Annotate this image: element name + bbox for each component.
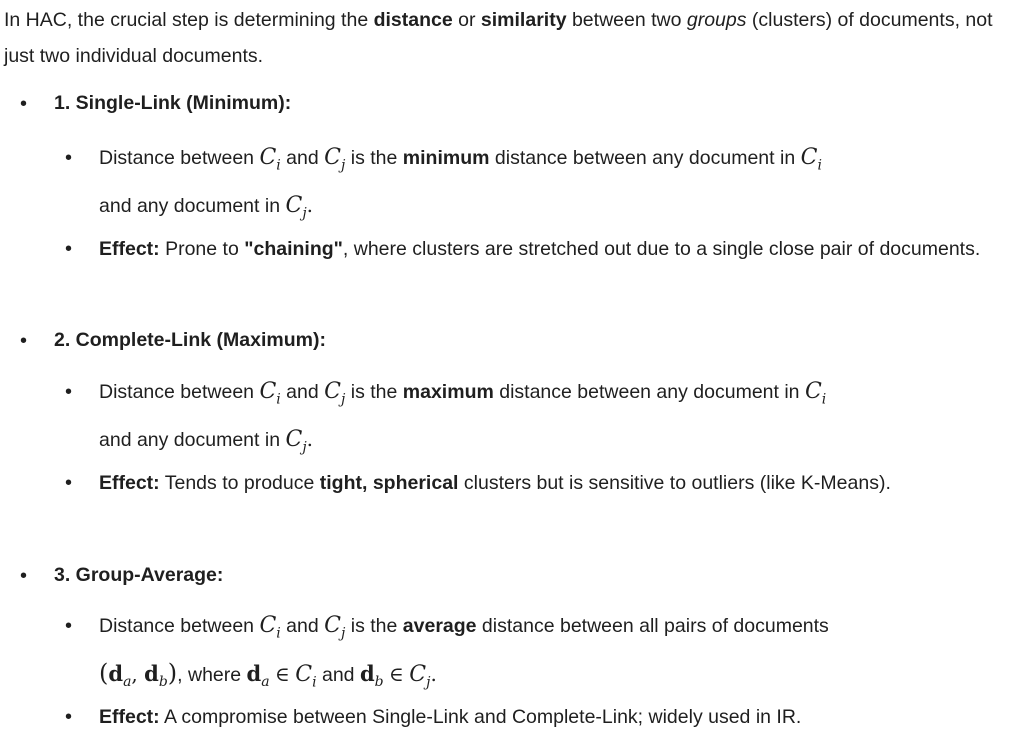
method-heading-group-average bbox=[20, 564, 224, 587]
math-subscript: i bbox=[276, 625, 281, 642]
math-symbol: C bbox=[259, 379, 277, 404]
math-symbol: d bbox=[359, 661, 375, 687]
bullet-icon: • bbox=[20, 330, 28, 352]
text: clusters but is sensitive to outliers (like K-Means). bbox=[458, 472, 891, 494]
math-subscript: b bbox=[158, 674, 168, 691]
text: and any document in bbox=[99, 195, 286, 218]
math-subscript: j bbox=[302, 205, 307, 222]
math-subscript: i bbox=[276, 391, 281, 408]
math-paren: ( bbox=[99, 659, 109, 688]
bullet-icon: • bbox=[65, 147, 73, 169]
distance-term: distance bbox=[373, 9, 453, 31]
math-subscript: a bbox=[261, 674, 270, 691]
text: , where clusters are stretched out due to a single close pair of documents. bbox=[342, 238, 981, 260]
math-symbol: C bbox=[800, 145, 818, 170]
text: distance between any document in bbox=[493, 381, 805, 403]
math-subscript: i bbox=[312, 674, 317, 691]
bullet-icon: • bbox=[20, 93, 28, 115]
math-comma: , bbox=[131, 662, 145, 687]
text: is the bbox=[345, 147, 403, 169]
bullet-icon: • bbox=[65, 615, 73, 637]
method-title: 2. Complete-Link (Maximum): bbox=[54, 329, 326, 351]
math-subscript: j bbox=[426, 674, 431, 691]
text: , where bbox=[177, 664, 247, 687]
text: distance between all pairs of documents bbox=[476, 615, 829, 637]
math-cj bbox=[285, 193, 307, 222]
effect-label: Effect: bbox=[99, 238, 160, 260]
math-subscript: a bbox=[123, 674, 132, 691]
text: Distance between bbox=[99, 381, 260, 403]
math-subscript: i bbox=[817, 157, 822, 174]
minimum-term: minimum bbox=[402, 147, 490, 169]
text: Tends to produce bbox=[159, 472, 320, 494]
similarity-term: similarity bbox=[480, 9, 567, 31]
group-average-effect bbox=[65, 697, 1019, 737]
math-symbol: C bbox=[259, 145, 277, 170]
math-cj bbox=[324, 613, 346, 642]
text: and bbox=[280, 615, 325, 637]
math-subscript: j bbox=[340, 625, 346, 642]
math-subscript: j bbox=[340, 157, 346, 174]
math-subscript: i bbox=[821, 391, 827, 408]
math-cj bbox=[409, 662, 431, 691]
chaining-term: "chaining" bbox=[244, 238, 343, 260]
group-average-definition bbox=[65, 606, 1019, 703]
math-ci bbox=[259, 145, 281, 174]
math-cj bbox=[285, 427, 307, 456]
math-paren: ) bbox=[167, 659, 178, 688]
math-cj bbox=[324, 379, 346, 408]
text: A compromise between Single-Link and Complete-Link; widely used in IR. bbox=[159, 706, 802, 728]
math-symbol: C bbox=[285, 427, 303, 453]
tight-spherical-term: tight, spherical bbox=[319, 472, 459, 494]
maximum-term: maximum bbox=[402, 381, 494, 403]
average-term: average bbox=[402, 615, 477, 637]
math-symbol: d bbox=[108, 661, 124, 687]
groups-term: groups bbox=[686, 9, 747, 31]
math-symbol: C bbox=[324, 145, 341, 170]
math-subscript: j bbox=[302, 439, 307, 456]
text: and any document in bbox=[99, 429, 286, 452]
text: Prone to bbox=[159, 238, 245, 260]
method-heading-complete-link bbox=[20, 329, 326, 352]
math-subscript: i bbox=[276, 157, 281, 174]
math-db bbox=[144, 661, 168, 691]
math-symbol: C bbox=[804, 379, 822, 404]
math-symbol: C bbox=[409, 662, 427, 688]
math-period: . bbox=[306, 427, 314, 452]
intro-text: between two bbox=[566, 9, 687, 31]
math-subscript: j bbox=[340, 391, 346, 408]
effect-label: Effect: bbox=[99, 472, 160, 494]
effect-label: Effect: bbox=[99, 706, 160, 728]
math-period: . bbox=[430, 662, 437, 687]
math-symbol: C bbox=[259, 613, 277, 638]
math-da bbox=[246, 661, 270, 691]
text: and bbox=[280, 147, 325, 169]
intro-paragraph bbox=[4, 2, 1020, 74]
math-ci bbox=[259, 379, 281, 408]
method-title: 1. Single-Link (Minimum): bbox=[54, 92, 292, 114]
bullet-icon: • bbox=[65, 381, 73, 403]
intro-text: In HAC, the crucial step is determining the bbox=[4, 9, 374, 31]
math-db bbox=[359, 661, 384, 691]
math-ci bbox=[804, 379, 827, 408]
text: and bbox=[316, 664, 360, 687]
math-symbol: C bbox=[324, 613, 341, 638]
math-symbol: C bbox=[295, 662, 313, 688]
text: and bbox=[280, 381, 325, 403]
text: distance between any document in bbox=[489, 147, 801, 169]
text: Distance between bbox=[99, 615, 260, 637]
single-link-effect bbox=[65, 229, 1019, 269]
math-cj bbox=[324, 145, 346, 174]
math-symbol: C bbox=[324, 379, 341, 404]
text: Distance between bbox=[99, 147, 260, 169]
method-heading-single-link bbox=[20, 92, 292, 115]
math-symbol: C bbox=[285, 193, 303, 219]
math-period: . bbox=[306, 193, 314, 218]
math-subscript: b bbox=[374, 674, 384, 691]
math-da bbox=[108, 661, 132, 691]
complete-link-definition bbox=[65, 372, 1019, 468]
math-symbol: d bbox=[144, 661, 159, 687]
math-ci bbox=[800, 145, 822, 174]
math-ci bbox=[295, 662, 317, 691]
method-title: 3. Group-Average: bbox=[54, 564, 224, 586]
bullet-icon: • bbox=[65, 472, 73, 494]
text: is the bbox=[345, 615, 403, 637]
math-element-of: ∈ bbox=[275, 662, 290, 687]
math-symbol: d bbox=[246, 661, 262, 687]
bullet-icon: • bbox=[20, 565, 28, 587]
math-element-of: ∈ bbox=[389, 662, 404, 687]
complete-link-effect bbox=[65, 463, 1019, 503]
intro-text: or bbox=[452, 9, 481, 31]
intro-text: (clusters) of documents, not just two individual documents. bbox=[4, 9, 993, 67]
text: is the bbox=[345, 381, 403, 403]
bullet-icon: • bbox=[65, 706, 73, 728]
single-link-definition bbox=[65, 138, 1019, 234]
math-ci bbox=[259, 613, 281, 642]
bullet-icon: • bbox=[65, 238, 73, 260]
